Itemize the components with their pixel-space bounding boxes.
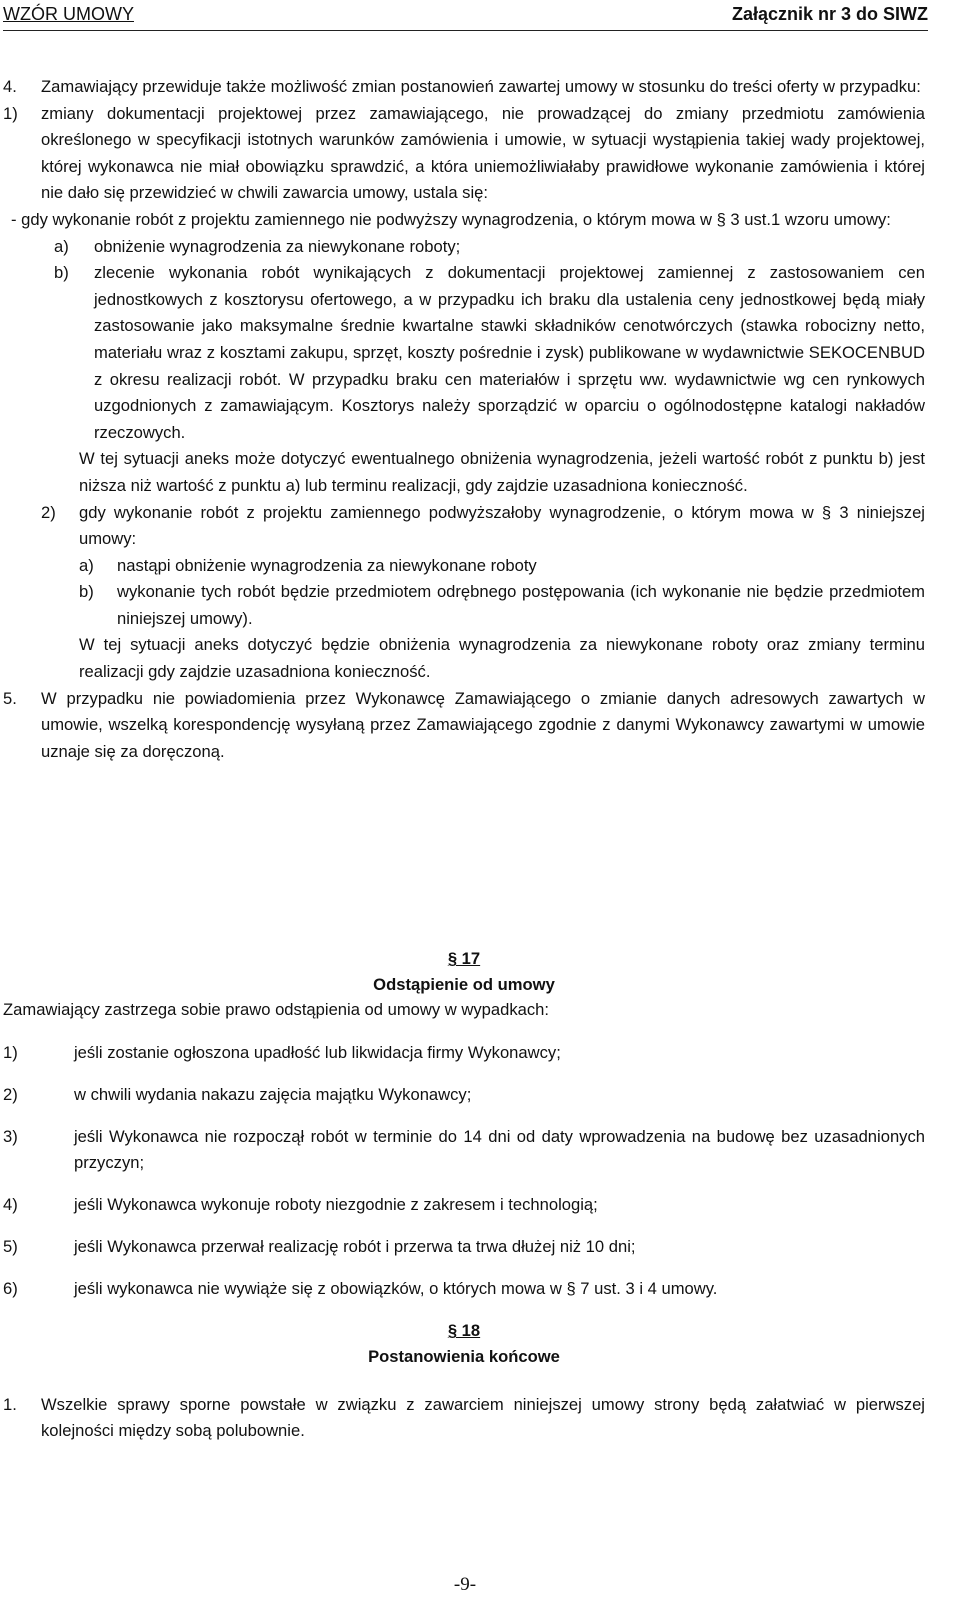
list-item-number: 6) <box>3 1279 18 1298</box>
paragraph-text: W przypadku nie powiadomienia przez Wykonawcę Zamawiającego o zmianie danych adresowych zawartych w umowie, wszelką korespondencję wysyłaną przez Zamawiającego zgodnie z danymi Wykonawcy zawartymi w umowie uznaje się za doręczoną. <box>41 688 925 761</box>
list-item-number: 5) <box>3 1237 18 1256</box>
list-item-number: 1) <box>3 1043 18 1062</box>
header-attachment-label: Załącznik nr 3 do SIWZ <box>731 4 928 24</box>
paragraph-number: 1. <box>3 1395 17 1414</box>
item-text: zlecenie wykonania robót wynikających z dokumentacji projektowej zamiennej z zastosowaniem cen jednostkowych z kosztorysu ofertowego, a w przypadku ich braku dla ustalenia ceny jednostkowej będą miały zastosowanie jako maksymalne średnie kwartalne stawki składników cenotwórczych (stawka robocizny netto, materiału wraz z kosztami zakupu, sprzęt, koszty pośrednie i zysk) publikowane w wydawnictwie SEKOCENBUD z okresu realizacji robót. W przypadku braku cen materiałów i sprzętu ww. wydawnictwie wg cen rynkowych uzgodnionych z zamawiającym. Kosztorys należy sporządzić w oparciu o ogólnodostępne katalogi nakładów rzeczowych. <box>94 263 925 442</box>
item-text: obniżenie wynagrodzenia za niewykonane roboty; <box>94 236 461 256</box>
section-title: Odstąpienie od umowy <box>373 975 555 994</box>
section-mark: § 18 <box>447 1321 481 1340</box>
paragraph-4 <box>3 74 925 101</box>
case-2-item-a <box>79 553 925 580</box>
list-item-number: 3) <box>3 1127 18 1146</box>
case-text: gdy wykonanie robót z projektu zamiennego podwyższałoby wynagrodzenie, o którym mowa w § 3 niniejszej umowy: <box>79 502 925 549</box>
document-body <box>3 74 925 765</box>
section-mark: § 17 <box>447 949 481 968</box>
case-number: 2) <box>41 502 56 522</box>
list-item <box>3 1234 925 1260</box>
paragraph-number: 4. <box>3 77 17 96</box>
item-letter: b) <box>79 582 94 602</box>
item-text: nastąpi obniżenie wynagrodzenia za niewykonane roboty <box>117 555 537 575</box>
section-18-paragraph-1 <box>3 1392 925 1444</box>
list-item-number: 2) <box>3 1085 18 1104</box>
list-item <box>3 1276 925 1302</box>
case-number: 1) <box>3 103 18 123</box>
list-item-text: jeśli wykonawca nie wywiąże się z obowiązków, o których mowa w § 7 ust. 3 i 4 umowy. <box>74 1279 718 1298</box>
paragraph-text: Wszelkie sprawy sporne powstałe w związku z zawarciem niniejszej umowy strony będą załatwiać w pierwszej kolejności między sobą polubownie. <box>41 1395 925 1440</box>
case-1-item-b <box>54 260 925 446</box>
section-17-heading <box>3 946 925 998</box>
paragraph-number: 5. <box>3 688 17 708</box>
list-item-text: jeśli Wykonawca przerwał realizację robót i przerwa ta trwa dłużej niż 10 dni; <box>74 1237 636 1256</box>
list-item <box>3 1040 925 1066</box>
case-2-annex-note: W tej sytuacji aneks dotyczyć będzie obniżenia wynagrodzenia za niewykonane roboty oraz zmiany terminu realizacji gdy zajdzie uzasadniona konieczność. <box>79 635 925 682</box>
list-item <box>3 1082 925 1108</box>
case-text: zmiany dokumentacji projektowej przez zamawiającego, nie prowadzącej do zmiany przedmiotu zamówienia określonego w specyfikacji istotnych warunków zamówienia i umowie, w sytuacji wystąpienia takiej wady projektowej, której wykonawca nie miał obowiązku sprawdzić, a która uniemożliwiałaby prawidłowe wykonanie zamówienia i której nie dało się przewidzieć w chwili zawarcia umowy, ustala się: <box>41 103 925 203</box>
list-item-text: jeśli Wykonawca nie rozpoczął robót w terminie do 14 dni od daty wprowadzenia na budowę bez uzasadnionych przyczyn; <box>74 1127 925 1172</box>
page-header <box>3 4 928 31</box>
paragraph-5 <box>3 686 925 766</box>
list-item-number: 4) <box>3 1195 18 1214</box>
section-17-list <box>3 1040 925 1318</box>
case-2-item-b <box>79 579 925 632</box>
list-item-text: jeśli zostanie ogłoszona upadłość lub likwidacja firmy Wykonawcy; <box>74 1043 561 1062</box>
case-1-item-a <box>54 234 925 261</box>
case-1 <box>3 101 925 207</box>
header-left-title: WZÓR UMOWY <box>3 4 134 24</box>
list-item-text: jeśli Wykonawca wykonuje roboty niezgodnie z zakresem i technologią; <box>74 1195 598 1214</box>
list-item <box>3 1124 925 1176</box>
item-letter: a) <box>54 236 69 256</box>
section-title: Postanowienia końcowe <box>368 1347 560 1366</box>
paragraph-text: Zamawiający przewiduje także możliwość zmian postanowień zawartej umowy w stosunku do treści oferty w przypadku: <box>41 77 921 96</box>
case-2 <box>41 500 925 553</box>
section-17-intro: Zamawiający zastrzega sobie prawo odstąpienia od umowy w wypadkach: <box>3 1000 550 1019</box>
item-letter: b) <box>54 263 69 283</box>
list-item-text: w chwili wydania nakazu zajęcia majątku Wykonawcy; <box>74 1085 472 1104</box>
case-1-annex-note: W tej sytuacji aneks może dotyczyć ewentualnego obniżenia wynagrodzenia, jeżeli wartość robót z punktu b) jest niższa niż wartość z punktu a) lub terminu realizacji, gdy zajdzie uzasadniona konieczność. <box>79 449 925 495</box>
section-18-heading <box>3 1318 925 1370</box>
page-number: -9- <box>453 1574 477 1595</box>
case-1-dash-line: - gdy wykonanie robót z projektu zamiennego nie podwyższy wynagrodzenia, o którym mowa w § 3 ust.1 wzoru umowy: <box>11 209 891 229</box>
list-item <box>3 1192 925 1218</box>
item-text: wykonanie tych robót będzie przedmiotem odrębnego postępowania (ich wykonanie nie będzie przedmiotem niniejszej umowy). <box>117 582 925 628</box>
item-letter: a) <box>79 555 94 575</box>
